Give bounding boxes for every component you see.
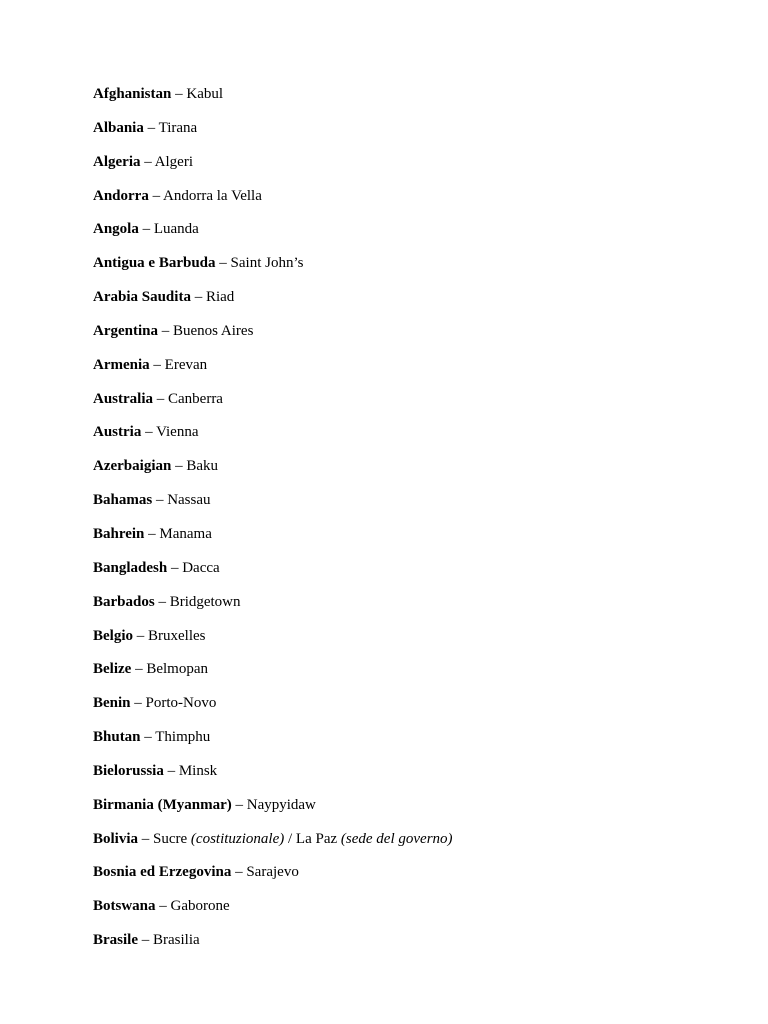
list-item [93, 829, 453, 863]
list-item [93, 930, 453, 964]
capital-note: (costituzionale) [190, 830, 285, 847]
capital-name: Manama [159, 525, 212, 542]
capital-name: Naypyidaw [246, 796, 316, 813]
separator: – [231, 796, 247, 813]
country-name: Brasile [93, 932, 138, 949]
country-name: Austria [93, 424, 142, 441]
separator: – [133, 627, 148, 644]
separator: – [131, 661, 147, 678]
country-capital-list [93, 84, 453, 964]
list-item [93, 659, 453, 693]
list-item [93, 795, 453, 829]
country-name: Belgio [93, 627, 133, 644]
list-item [93, 727, 453, 761]
list-item [93, 490, 453, 524]
capital-name: Kabul [186, 86, 224, 102]
capital-name: Erevan [164, 356, 208, 373]
separator: – [215, 255, 231, 272]
separator: – [148, 187, 164, 204]
list-item [93, 422, 453, 456]
capital-name: Bruxelles [148, 627, 206, 644]
capital-name: Sucre [153, 830, 191, 847]
country-name: Andorra [93, 187, 149, 204]
list-item [93, 253, 453, 287]
country-name: Angola [93, 221, 139, 238]
separator: – [152, 492, 168, 509]
country-name: Arabia Saudita [93, 289, 191, 306]
capital-name: Vienna [156, 424, 199, 441]
list-item [93, 84, 453, 118]
country-name: Bhutan [93, 729, 141, 746]
capital-name-secondary: / La Paz [284, 830, 341, 847]
list-item [93, 693, 453, 727]
country-name: Bosnia ed Erzegovina [93, 864, 232, 881]
capital-note: (sede del governo) [340, 830, 453, 847]
capital-name: Algeri [154, 153, 193, 170]
capital-name: Saint John’s [230, 255, 304, 272]
capital-name: Thimphu [155, 729, 211, 746]
capital-name: Andorra la Vella [163, 187, 262, 204]
separator: – [141, 424, 157, 441]
capital-name: Luanda [153, 221, 199, 238]
separator: – [140, 729, 156, 746]
separator: – [155, 898, 171, 915]
separator: – [171, 458, 187, 475]
country-name: Antigua e Barbuda [93, 255, 216, 272]
list-item [93, 219, 453, 253]
separator: – [190, 289, 206, 306]
list-item [93, 118, 453, 152]
capital-name: Bridgetown [169, 593, 241, 610]
list-item [93, 287, 453, 321]
country-name: Armenia [93, 356, 150, 373]
separator: – [138, 932, 153, 949]
country-name: Benin [93, 695, 131, 712]
list-item [93, 524, 453, 558]
separator: – [167, 559, 183, 576]
country-name: Bangladesh [93, 559, 168, 576]
country-name: Bielorussia [93, 762, 164, 779]
list-item [93, 558, 453, 592]
separator: – [138, 830, 154, 847]
capital-name: Belmopan [146, 661, 208, 678]
capital-name: Minsk [178, 762, 218, 779]
capital-name: Dacca [182, 559, 220, 576]
country-name: Barbados [93, 593, 155, 610]
separator: – [153, 390, 168, 407]
separator: – [231, 864, 247, 881]
country-name: Bahrein [93, 525, 145, 542]
country-name: Afghanistan [93, 86, 172, 102]
separator: – [138, 221, 154, 238]
list-item [93, 626, 453, 660]
list-item [93, 389, 453, 423]
capital-name: Brasilia [153, 932, 200, 949]
country-name: Botswana [93, 898, 156, 915]
separator: – [144, 525, 160, 542]
country-name: Argentina [93, 322, 158, 339]
country-name: Birmania (Myanmar) [93, 796, 232, 813]
list-item [93, 355, 453, 389]
country-name: Albania [93, 119, 144, 136]
capital-name: Riad [205, 289, 235, 306]
list-item [93, 896, 453, 930]
separator: – [171, 86, 187, 102]
capital-name: Tirana [158, 119, 198, 136]
separator: – [130, 695, 146, 712]
capital-name: Sarajevo [246, 864, 299, 881]
separator: – [163, 762, 179, 779]
list-item [93, 592, 453, 626]
capital-name: Baku [186, 458, 218, 475]
separator: – [149, 356, 165, 373]
separator: – [158, 322, 173, 339]
country-name: Azerbaigian [93, 458, 172, 475]
capital-name: Gaborone [170, 898, 230, 915]
list-item [93, 761, 453, 795]
separator: – [143, 119, 159, 136]
list-item [93, 152, 453, 186]
list-item [93, 321, 453, 355]
country-name: Algeria [93, 153, 141, 170]
list-item [93, 862, 453, 896]
capital-name: Porto-Novo [145, 695, 217, 712]
separator: – [154, 593, 170, 610]
country-name: Bahamas [93, 492, 153, 509]
capital-name: Canberra [168, 390, 223, 407]
separator: – [140, 153, 155, 170]
capital-name: Nassau [167, 492, 211, 509]
list-item [93, 186, 453, 220]
capital-name: Buenos Aires [173, 322, 254, 339]
country-name: Bolivia [93, 830, 139, 847]
country-name: Belize [93, 661, 132, 678]
country-name: Australia [93, 390, 153, 407]
list-item [93, 456, 453, 490]
